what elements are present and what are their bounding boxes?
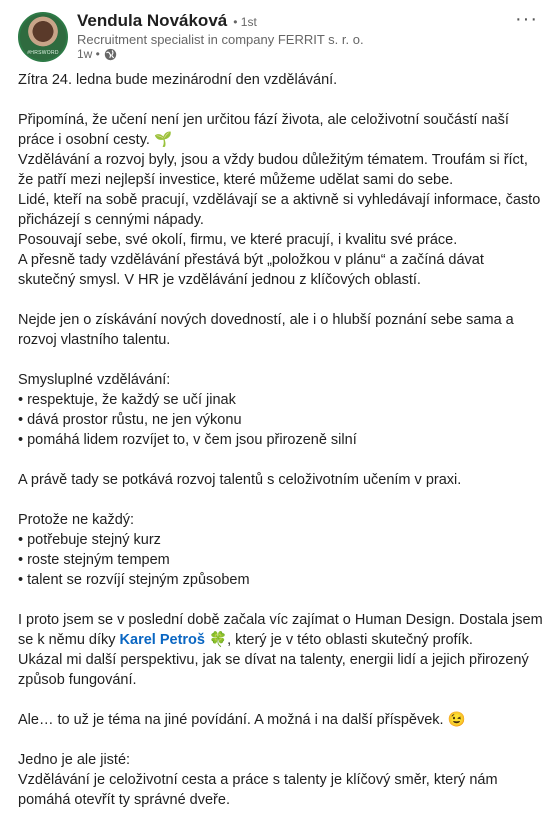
- post-line: Ale… to už je téma na jiné povídání. A možná i na další příspěvek. 😉: [18, 712, 466, 728]
- post-line: I proto jsem se v poslední době začala víc zajímat o Human Design. Dostala jsem: [18, 612, 543, 628]
- post-line: A přesně tady vzdělávání přestává být „položkou v plánu“ a začíná dávat: [18, 252, 484, 268]
- avatar-badge: #HRSWORD: [27, 50, 59, 56]
- list-item: • dává prostor růstu, ne jen výkonu: [18, 412, 242, 428]
- post-line: Vzdělávání je celoživotní cesta a práce s talenty je klíčový směr, který nám: [18, 772, 498, 788]
- post-line: Smysluplné vzdělávání:: [18, 372, 171, 388]
- post-line: [18, 630, 543, 650]
- list-item: • roste stejným tempem: [18, 552, 170, 568]
- post-line: přicházejí s cennými nápady.: [18, 212, 204, 228]
- author-name[interactable]: [77, 11, 257, 31]
- post-line: Zítra 24. ledna bude mezinárodní den vzdělávání.: [18, 72, 338, 88]
- list-item: • talent se rozvíjí stejným způsobem: [18, 572, 250, 588]
- post-line: způsob fungování.: [18, 672, 137, 688]
- mention-link[interactable]: Karel Petroš: [119, 632, 205, 648]
- post-line-text: se k němu díky: [18, 632, 120, 648]
- post-meta: [77, 47, 117, 61]
- avatar[interactable]: [18, 12, 68, 62]
- post-line: Ukázal mi další perspektivu, jak se dívat na talenty, energii lidí a jejich přirozený: [18, 652, 529, 668]
- post-body: [18, 70, 543, 810]
- post-line: Posouvají sebe, své okolí, firmu, ve které pracují, i kvalitu své práce.: [18, 232, 458, 248]
- list-item: • pomáhá lidem rozvíjet to, v čem jsou přirozeně silní: [18, 432, 357, 448]
- post-line: Jedno je ale jisté:: [18, 752, 131, 768]
- post-line: Vzdělávání a rozvoj byly, jsou a vždy budou důležitým tématem. Troufám si říct,: [18, 152, 528, 168]
- post-line: Nejde jen o získávání nových dovedností, ale i o hlubší poznání sebe sama a: [18, 312, 514, 328]
- post-line-text: 🍀, který je v této oblasti skutečný profík.: [204, 632, 473, 648]
- post-time: 1w •: [77, 47, 100, 61]
- post-line: skutečný smysl. V HR je vzdělávání jednou z klíčových oblastí.: [18, 272, 421, 288]
- post-line: Protože ne každý:: [18, 512, 135, 528]
- post-line: rozvoj vlastního talentu.: [18, 332, 171, 348]
- post-line: že patří mezi nejlepší investice, které můžeme udělat sami do sebe.: [18, 172, 454, 188]
- author-name-text[interactable]: Vendula Nováková: [77, 11, 228, 30]
- more-options-button[interactable]: ···: [515, 8, 538, 30]
- list-item: • respektuje, že každý se učí jinak: [18, 392, 236, 408]
- post-line: Připomíná, že učení není jen určitou fází života, ale celoživotní součástí naší: [18, 112, 509, 128]
- list-item: • potřebuje stejný kurz: [18, 532, 161, 548]
- connection-degree: • 1st: [233, 15, 257, 29]
- post-line: Lidé, kteří na sobě pracují, vzdělávají se a aktivně si vyhledávají informace, často: [18, 192, 541, 208]
- post-line: práce i osobní cesty. 🌱: [18, 132, 172, 148]
- post-line: A právě tady se potkává rozvoj talentů s celoživotním učením v praxi.: [18, 472, 462, 488]
- post-header: [0, 0, 554, 66]
- author-headline: Recruitment specialist in company FERRIT s. r. o.: [77, 32, 364, 47]
- post-line: pomáhá otevřít ty správné dveře.: [18, 792, 230, 808]
- globe-icon: [104, 48, 117, 61]
